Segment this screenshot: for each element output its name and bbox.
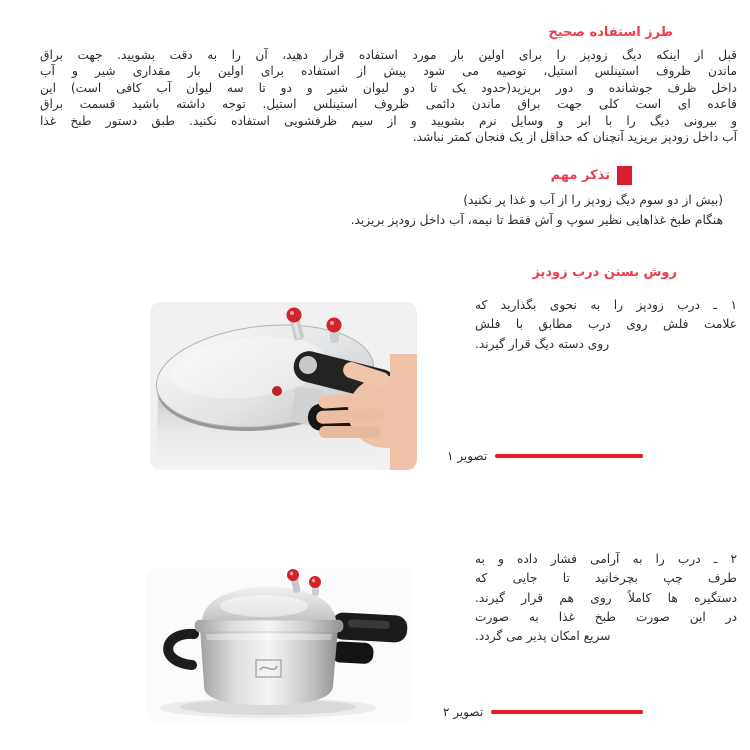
step-line: سریع امکان پذیر می گردد.	[475, 629, 611, 644]
step-line: علامت فلش روی درب مطابق با فلش	[475, 317, 737, 332]
closing-heading: روش بستن درب زودپز	[532, 265, 677, 280]
paragraph-line: ماندن ظروف استینلس استیل، توصیه می شود پیش از استفاده برای اولین بار مقداری شیر و آب	[40, 64, 737, 79]
usage-heading: طرز استفاده صحیح	[548, 25, 673, 40]
figure-1-caption	[447, 449, 643, 463]
step-2-text	[475, 550, 737, 646]
paragraph-line: قبل از اینکه دیگ زودپز را برای اولین بار مورد استفاده قرار دهید، آن را به دقت بشویید. جهت براق	[40, 48, 737, 62]
notice-heading-row	[551, 166, 632, 185]
figure-2-caption	[443, 705, 643, 719]
paragraph-line: داخل ظرف جوشانده و دور بریزید(حدود یک تا دو لیوان شیر و دو تا سه لیوان آب کافی است) این	[40, 80, 737, 95]
step-line: در این صورت طبخ غذا به صورت	[475, 609, 737, 624]
caption-label: تصویر ۱	[447, 449, 488, 463]
step-line: دستگیره ها کاملاً روی هم قرار گیرند.	[475, 590, 737, 605]
cooker-lid-illustration	[150, 302, 417, 470]
paragraph-line: قاعده ای است کلی جهت براق ماندن دائمی ظروف استینلس استیل. توجه داشته باشید قسمت براق	[40, 97, 737, 112]
pot-body	[200, 628, 338, 705]
usage-paragraph	[40, 47, 737, 145]
figure-1-photo	[150, 302, 417, 470]
lid-red-marker	[272, 386, 282, 396]
caption-rule	[495, 454, 643, 458]
step-line: ۱ ـ درب زودپز را به نحوی بگذارید که	[475, 298, 737, 312]
step-line: طرف چپ بچرخانید تا جایی که	[475, 571, 737, 586]
red-square-bullet-icon	[617, 166, 632, 185]
step-line: ۲ ـ درب را به آرامی فشار داده و به	[475, 552, 737, 566]
caption-rule	[491, 710, 643, 714]
paragraph-line: آب داخل زودپز بریزید آنچنان که حداقل از یک فنجان کمتر نباشد.	[412, 130, 737, 145]
pressure-cooker-illustration	[146, 568, 412, 723]
notice-line: هنگام طبخ غذاهایی نظیر سوپ و آش فقط تا نیمه، آب داخل زودپز بریزید.	[350, 212, 723, 227]
paragraph-line: و بیرونی دیگ را با ابر و وسایل نرم بشویید و از سیم ظرفشویی استفاده نکنید. طبق دستور طبخ غذا	[40, 113, 737, 128]
figure-2-photo	[146, 568, 412, 723]
notice-heading: تذکر مهم	[550, 167, 610, 183]
notice-text	[351, 191, 723, 230]
caption-label: تصویر ۲	[443, 705, 484, 719]
step-1-text	[475, 296, 737, 354]
notice-line: (بیش از دو سوم دیگ زودپز را از آب و غذا پر نکنید)	[463, 193, 723, 207]
step-line: روی دسته دیگ قرار گیرند.	[475, 336, 610, 351]
